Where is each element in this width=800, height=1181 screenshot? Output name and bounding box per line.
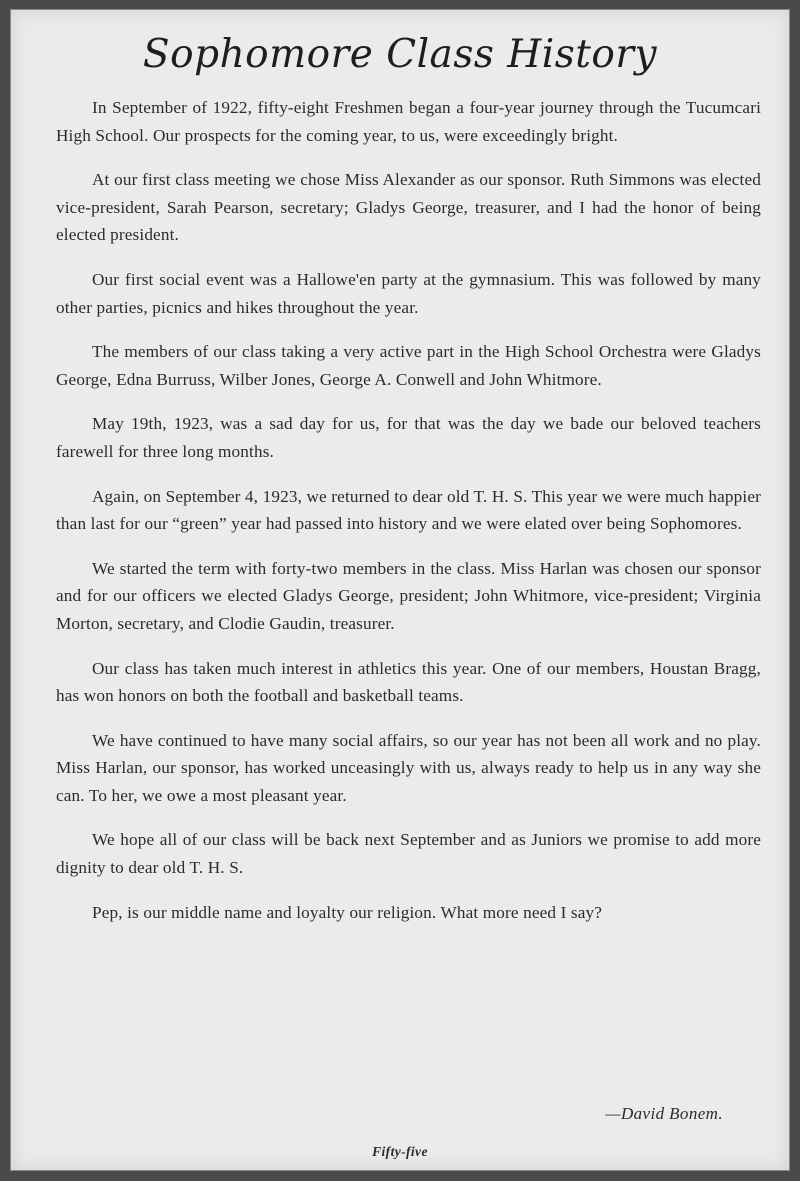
paragraph-new-term: We started the term with forty-two members in the class. Miss Harlan was chosen our sponsor and for our officers we elected Gladys George, president; John Whitmore, vice-president; Virginia Morton, secretary, and Clodie Gaudin, treasurer. (56, 558, 761, 633)
paragraph-athletics: Our class has taken much interest in athletics this year. One of our members, Houstan Bragg, has won honors on both the football and basketball teams. (56, 658, 761, 706)
yearbook-page (10, 9, 790, 1171)
page-number: Fifty-five (372, 1144, 428, 1159)
paragraph-social-events: Our first social event was a Hallowe'en party at the gymnasium. This was followed by many other parties, picnics and hikes throughout the year. (56, 269, 761, 317)
paragraph-summer: May 19th, 1923, was a sad day for us, for that was the day we bade our beloved teachers farewell for three long months. (56, 414, 761, 461)
history-text (56, 94, 761, 938)
author-signature: —David Bonem. (605, 1104, 723, 1123)
paragraph-return: Again, on September 4, 1923, we returned to dear old T. H. S. This year we were much happier than last for our “green” year had passed into history and we were elated over being Sophomores. (56, 486, 761, 534)
paragraph-class-officers: At our first class meeting we chose Miss Alexander as our sponsor. Ruth Simmons was elected vice-president, Sarah Pearson, secretary; Gladys George, treasurer, and I had the honor of being elected president. (56, 170, 761, 245)
page-title: Sophomore Class History (142, 32, 658, 77)
paragraph-juniors: We hope all of our class will be back next September and as Juniors we promise to add more dignity to dear old T. H. S. (56, 830, 761, 878)
paragraph-first-year: In September of 1922, fifty-eight Freshmen began a four-year journey through the Tucumcari High School. Our prospects for the coming year, to us, were exceedingly bright. (56, 98, 761, 145)
paragraph-social-affairs: We have continued to have many social affairs, so our year has not been all work and no play. Miss Harlan, our sponsor, has worked unceasingly with us, always ready to help us in any way she can. To her, we owe a most pleasant year. (56, 730, 761, 805)
paragraph-orchestra: The members of our class taking a very active part in the High School Orchestra were Gladys George, Edna Burruss, Wilber Jones, George A. Conwell and John Whitmore. (56, 342, 761, 389)
paragraph-closing: Pep, is our middle name and loyalty our religion. What more need I say? (92, 902, 603, 922)
